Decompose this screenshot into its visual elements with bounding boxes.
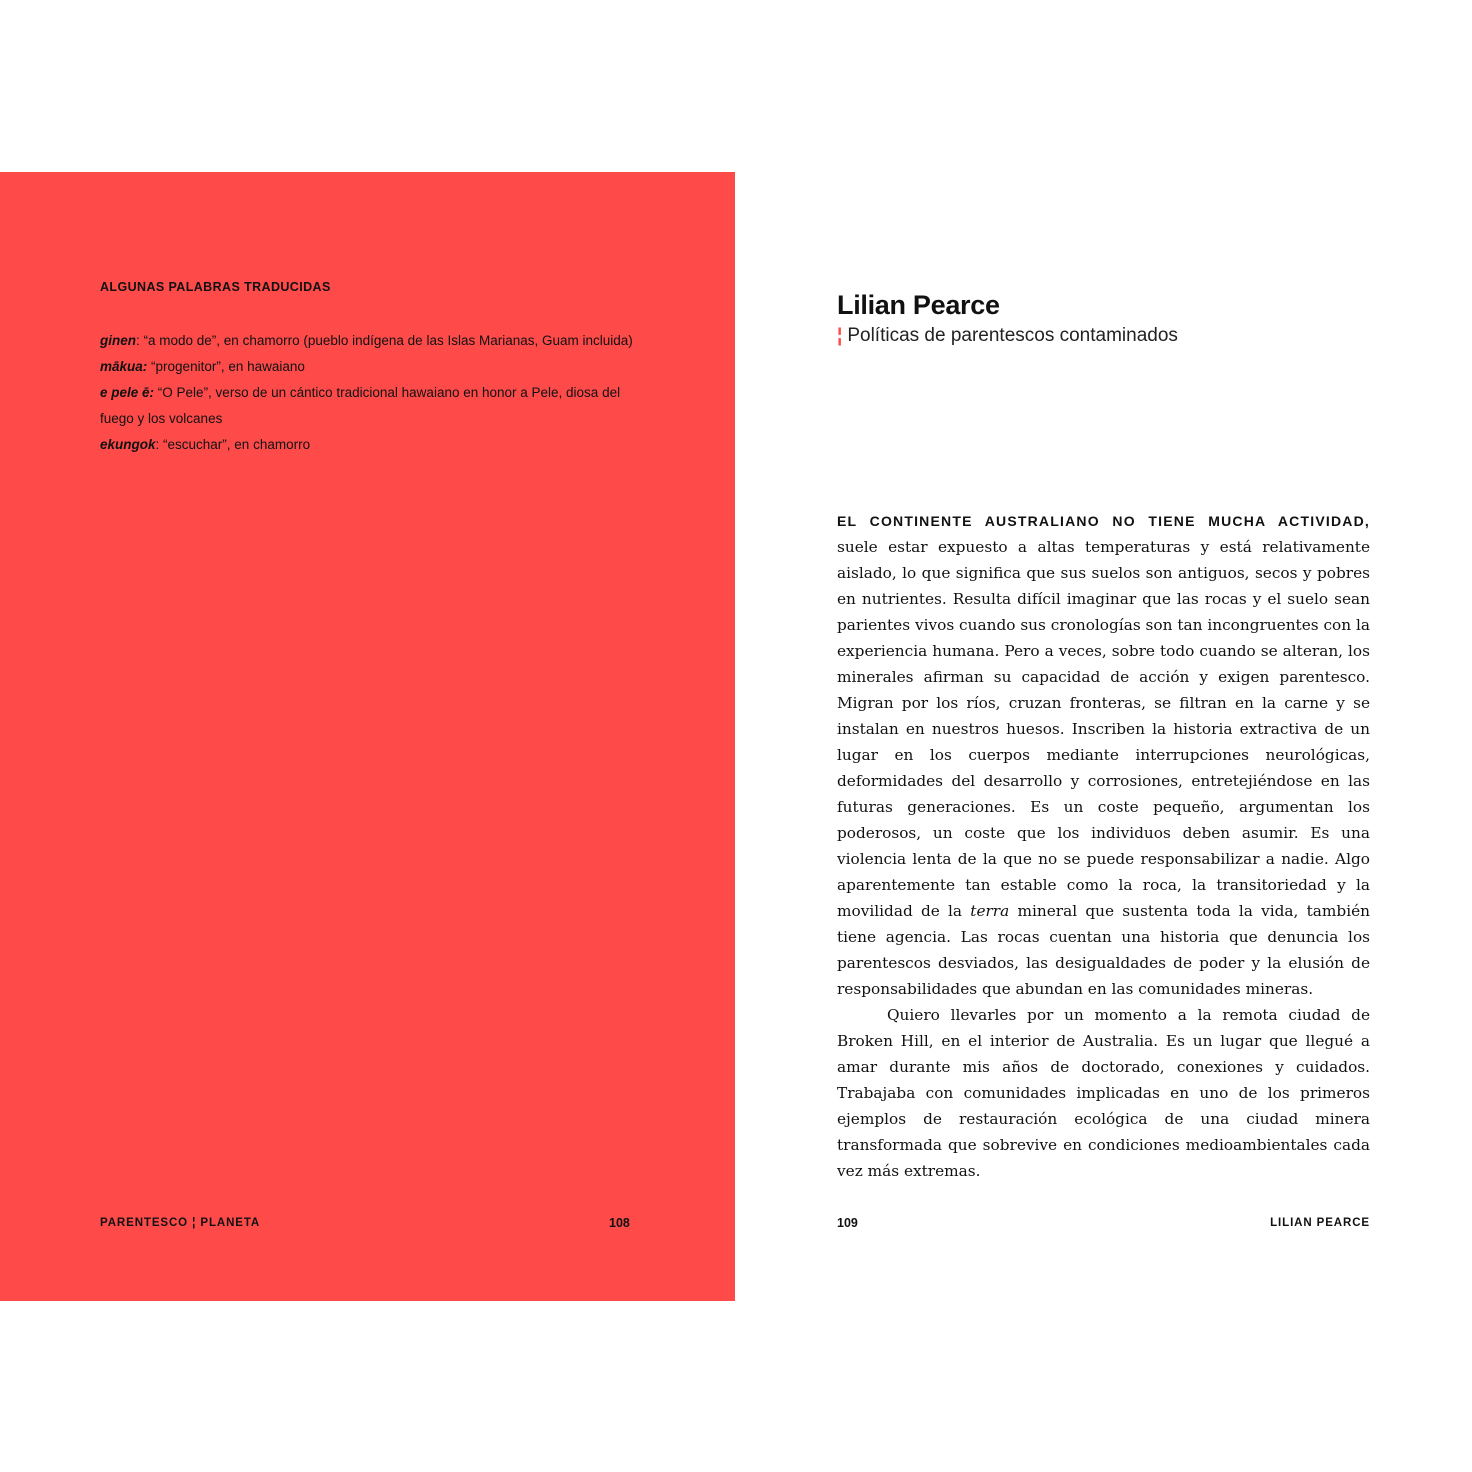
glossary-heading: ALGUNAS PALABRAS TRADUCIDAS <box>100 280 331 294</box>
glossary-term: ginen <box>100 333 136 348</box>
body-text <box>837 508 1370 1184</box>
glossary-term: mākua: <box>100 359 148 374</box>
book-spread <box>0 172 1472 1301</box>
author-name: Lilian Pearce <box>837 290 1000 320</box>
italic-word: terra <box>970 902 1010 920</box>
chapter-subtitle <box>837 325 1178 347</box>
running-footer-book-title <box>100 1217 260 1229</box>
body-paragraph <box>837 508 1370 1002</box>
paragraph-text: suele estar expuesto a altas temperaturas y está relativamente aislado, lo que significa que sus suelos son antiguos, secos y pobres en nutrientes. Resulta difícil imaginar que las rocas y el suelo sean parientes vivos cuando sus cronologías son tan incongruentes con la experiencia humana. Pero a veces, sobre todo cuando se alteran, los minerales afirman su capacidad de acción y exigen parentesco. Migran por los ríos, cruzan fronteras, se filtran en la carne y se instalan en nuestros huesos. Inscriben la historia extractiva de un lugar en los cuerpos mediante interrupciones neurológicas, deformidades del desarrollo y corrosiones, entretejiéndose en las futuras generaciones. Es un coste pequeño, argumentan los poderosos, un coste que los individuos deben asumir. Es una violencia lenta de la que no se puede responsabilizar a nadie. Algo aparentemente tan estable como la roca, la transitoriedad y la movilidad de la <box>837 538 1370 920</box>
glossary-entry <box>100 432 640 458</box>
glossary-entry <box>100 328 640 354</box>
left-page <box>0 172 735 1301</box>
page-number-left: 108 <box>609 1216 630 1230</box>
glossary-term: e pele ē: <box>100 385 155 400</box>
glossary-term: ekungok <box>100 437 156 452</box>
lead-in: EL CONTINENTE AUSTRALIANO NO TIENE MUCHA ACTIVIDAD, <box>837 513 1370 529</box>
subtitle-separator-mark: ¦ <box>837 325 843 346</box>
running-footer-author: LILIAN PEARCE <box>1270 1217 1370 1229</box>
subtitle-text: Políticas de parentescos contaminados <box>847 325 1178 346</box>
glossary-definition: “escuchar”, en chamorro <box>163 437 311 452</box>
glossary-separator: : <box>155 437 164 452</box>
page-number-right: 109 <box>837 1216 858 1230</box>
glossary-definition: “O Pele”, verso de un cántico tradicional hawaiano en honor a Pele, diosa del fuego y los volcanes <box>100 385 621 426</box>
footer-title-part1: PARENTESCO <box>100 1217 189 1229</box>
body-paragraph: Quiero llevarles por un momento a la remota ciudad de Broken Hill, en el interior de Australia. Es un lugar que llegué a amar durante mis años de doctorado, conexiones y cuidados. Trabajaba con comunidades implicadas en uno de los primeros ejemplos de restauración ecológica de una ciudad minera transformada que sobrevive en condiciones medioambientales cada vez más extremas. <box>837 1006 1370 1180</box>
right-page <box>735 172 1472 1301</box>
glossary-separator: : <box>136 333 144 348</box>
footer-separator-mark: ¦ <box>192 1217 197 1229</box>
glossary-definition: “progenitor”, en hawaiano <box>151 359 305 374</box>
paragraph-text: mineral que sustenta toda la vida, también tiene agencia. Las rocas cuentan una historia que denuncia los parentescos desviados, las desigualdades de poder y la elusión de responsabilidades que abundan en las comunidades mineras. <box>837 902 1371 998</box>
glossary-entry <box>100 380 640 432</box>
glossary-definition: “a modo de”, en chamorro (pueblo indígena de las Islas Marianas, Guam incluida) <box>143 333 633 348</box>
glossary-list <box>100 328 640 458</box>
footer-title-part2: PLANETA <box>200 1217 261 1229</box>
glossary-entry <box>100 354 640 380</box>
